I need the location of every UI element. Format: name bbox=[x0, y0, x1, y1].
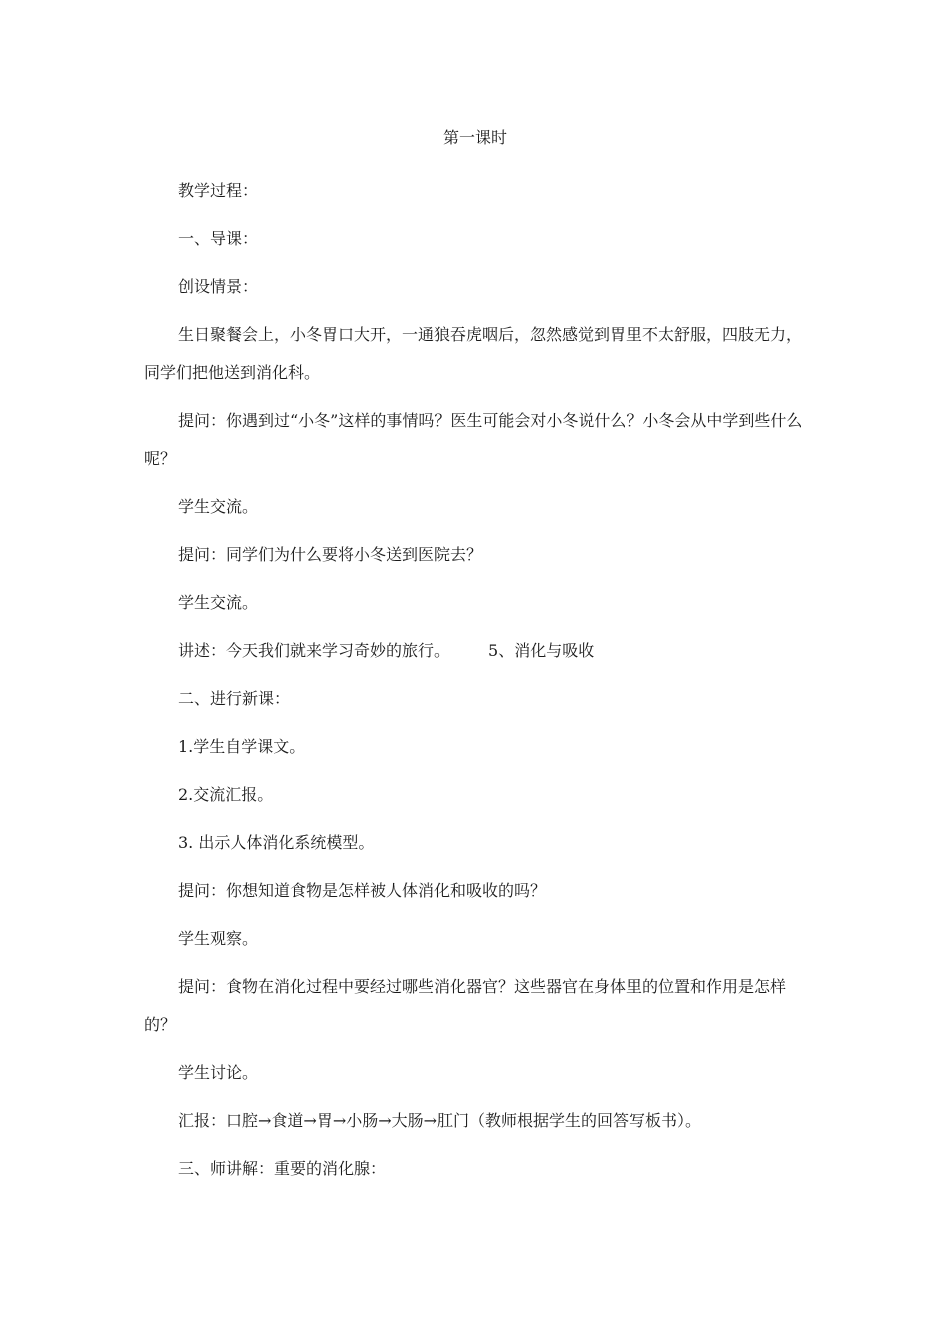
paragraph-question-2: 提问：同学们为什么要将小冬送到医院去？ bbox=[178, 545, 483, 564]
lecture-intro-text: 讲述：今天我们就来学习奇妙的旅行。 bbox=[178, 641, 451, 660]
paragraph-student-observe: 学生观察。 bbox=[178, 929, 259, 948]
paragraph-step-1: 1.学生自学课文。 bbox=[178, 737, 306, 756]
lesson-topic: 5、消化与吸收 bbox=[488, 641, 595, 660]
paragraph-teaching-process: 教学过程： bbox=[178, 181, 259, 200]
paragraph-teacher-explain: 三、师讲解：重要的消化腺： bbox=[178, 1159, 387, 1178]
paragraph-student-exchange-2: 学生交流。 bbox=[178, 593, 259, 612]
paragraph-introduction-heading: 一、导课： bbox=[178, 229, 259, 248]
paragraph-question-1: 提问：你遇到过“小冬”这样的事情吗？医生可能会对小冬说什么？小冬会从中学到些什么呢？ bbox=[144, 411, 803, 468]
paragraph-student-discuss: 学生讨论。 bbox=[178, 1063, 259, 1082]
paragraph-scenario-heading: 创设情景： bbox=[178, 277, 259, 296]
paragraph-question-3: 提问：你想知道食物是怎样被人体消化和吸收的吗？ bbox=[178, 881, 547, 900]
paragraph-lecture-intro bbox=[144, 632, 804, 670]
paragraph-scenario-story: 生日聚餐会上，小冬胃口大开，一通狼吞虎咽后，忽然感觉到胃里不太舒服，四肢无力，同学们把他送到消化科。 bbox=[144, 325, 803, 382]
paragraph-report-digestive-path: 汇报：口腔→食道→胃→小肠→大肠→肛门（教师根据学生的回答写板书）。 bbox=[178, 1111, 702, 1130]
document-body bbox=[144, 172, 804, 1198]
paragraph-student-exchange-1: 学生交流。 bbox=[178, 497, 259, 516]
paragraph-step-3: 3. 出示人体消化系统模型。 bbox=[178, 833, 375, 852]
page-title: 第一课时 bbox=[442, 128, 507, 147]
paragraph-new-lesson-heading: 二、进行新课： bbox=[178, 689, 291, 708]
paragraph-question-4: 提问：食物在消化过程中要经过哪些消化器官？这些器官在身体里的位置和作用是怎样的？ bbox=[144, 977, 787, 1034]
paragraph-step-2: 2.交流汇报。 bbox=[178, 785, 274, 804]
